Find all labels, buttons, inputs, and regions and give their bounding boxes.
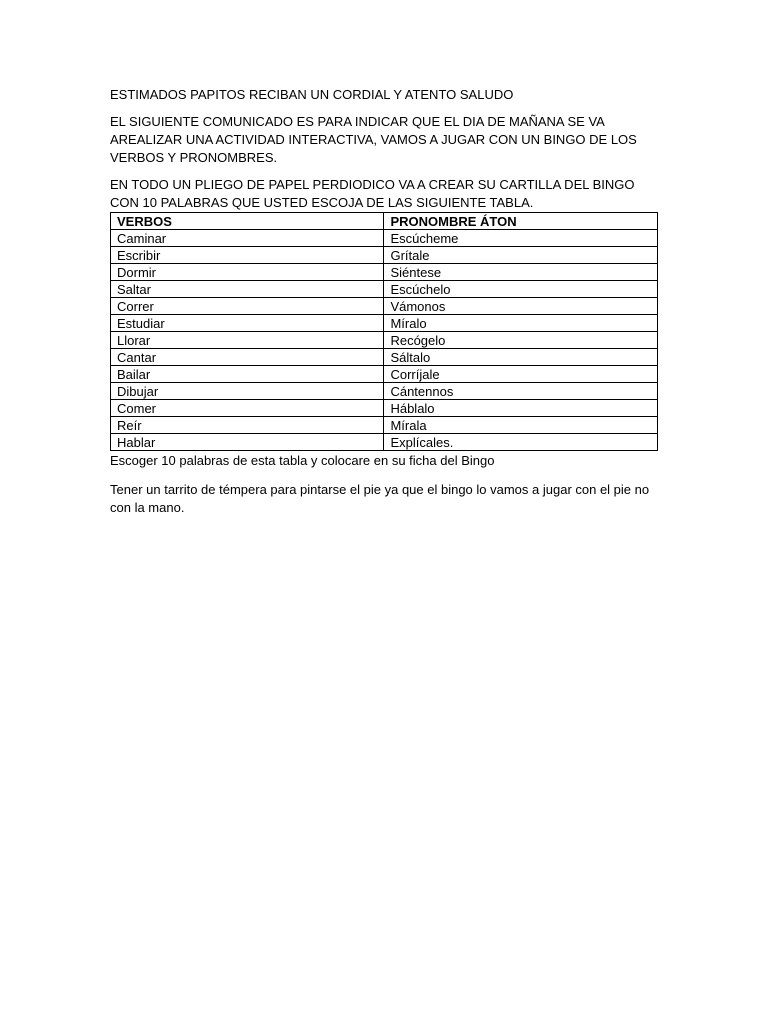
pronoun-cell: Sáltalo bbox=[384, 349, 658, 366]
table-row bbox=[111, 400, 658, 417]
verb-cell: Escribir bbox=[111, 247, 384, 264]
table-row bbox=[111, 315, 658, 332]
verb-cell: Dormir bbox=[111, 264, 384, 281]
table-row bbox=[111, 434, 658, 451]
table-header-row bbox=[111, 213, 658, 230]
table-row bbox=[111, 247, 658, 264]
pronoun-cell: Recógelo bbox=[384, 332, 658, 349]
table-row bbox=[111, 264, 658, 281]
verb-cell: Reír bbox=[111, 417, 384, 434]
verb-cell: Bailar bbox=[111, 366, 384, 383]
pronoun-cell: Míralo bbox=[384, 315, 658, 332]
pronoun-cell: Corríjale bbox=[384, 366, 658, 383]
table-row bbox=[111, 417, 658, 434]
announcement-paragraph: EL SIGUIENTE COMUNICADO ES PARA INDICAR QUE EL DIA DE MAÑANA SE VA AREALIZAR UNA ACTIVIDAD INTERACTIVA, VAMOS A JUGAR CON UN BINGO DE LOS VERBOS Y PRONOMBRES. bbox=[110, 114, 637, 165]
closing-note: Tener un tarrito de témpera para pintarse el pie ya que el bingo lo vamos a jugar con el pie no con la mano. bbox=[110, 482, 650, 515]
pronoun-cell: Cántennos bbox=[384, 383, 658, 400]
greeting-text: ESTIMADOS PAPITOS RECIBAN UN CORDIAL Y ATENTO SALUDO bbox=[110, 87, 514, 102]
pronoun-cell: Escúchelo bbox=[384, 281, 658, 298]
pronoun-cell: Escúcheme bbox=[384, 230, 658, 247]
table-row bbox=[111, 349, 658, 366]
document-page bbox=[110, 86, 660, 526]
verb-cell: Correr bbox=[111, 298, 384, 315]
pronoun-cell: Siéntese bbox=[384, 264, 658, 281]
verb-cell: Llorar bbox=[111, 332, 384, 349]
pronoun-cell: Grítale bbox=[384, 247, 658, 264]
pronoun-cell: Explícales. bbox=[384, 434, 658, 451]
table-row bbox=[111, 281, 658, 298]
verb-cell: Comer bbox=[111, 400, 384, 417]
verb-cell: Dibujar bbox=[111, 383, 384, 400]
header-verbos: VERBOS bbox=[111, 213, 384, 230]
verb-cell: Estudiar bbox=[111, 315, 384, 332]
verb-cell: Cantar bbox=[111, 349, 384, 366]
table-row bbox=[111, 366, 658, 383]
words-table bbox=[110, 212, 658, 451]
pronoun-cell: Vámonos bbox=[384, 298, 658, 315]
verb-cell: Caminar bbox=[111, 230, 384, 247]
table-row bbox=[111, 383, 658, 400]
pronoun-cell: Mírala bbox=[384, 417, 658, 434]
table-row bbox=[111, 230, 658, 247]
table-row bbox=[111, 298, 658, 315]
header-pronombre: PRONOMBRE ÁTON bbox=[384, 213, 658, 230]
verb-cell: Hablar bbox=[111, 434, 384, 451]
instructions-paragraph: EN TODO UN PLIEGO DE PAPEL PERDIODICO VA A CREAR SU CARTILLA DEL BINGO CON 10 PALABRAS QUE USTED ESCOJA DE LAS SIGUIENTE TABLA. bbox=[110, 177, 635, 210]
pronoun-cell: Háblalo bbox=[384, 400, 658, 417]
table-row bbox=[111, 332, 658, 349]
selection-instruction: Escoger 10 palabras de esta tabla y colocare en su ficha del Bingo bbox=[110, 453, 495, 468]
verb-cell: Saltar bbox=[111, 281, 384, 298]
